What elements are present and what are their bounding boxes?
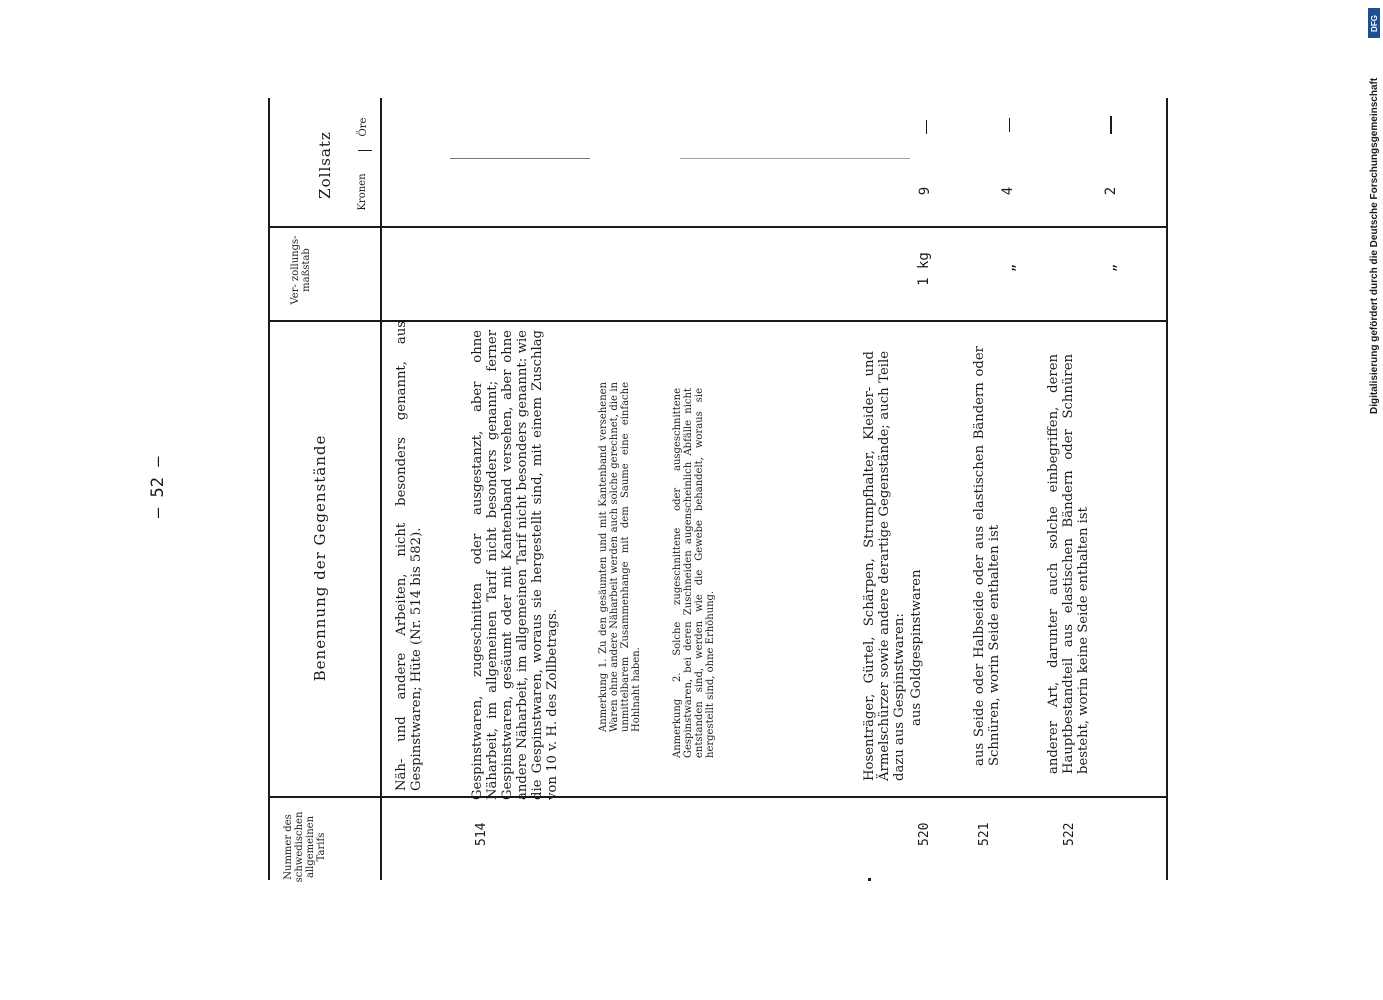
header-oere: Öre [358,117,369,137]
table-rule-header [380,98,382,880]
oere-521 [1009,118,1010,132]
tariff-nr-522: 522 [1062,822,1077,846]
table-rule-bottom [1166,98,1168,880]
oere-522 [1110,116,1112,134]
note-2: Anmerkung 2. Solche zugeschnittene oder ausgeschnittene Gespinstwaren, bei deren Zuschneiden augenscheinlich Abfälle nicht entstanden sind, werden wie die Gewebe behandelt, woraus sie hergestellt sind, ohne Erhöhung. [672,388,716,758]
leader-line [680,158,910,159]
header-verzollungsmassstab: Ver- zollungs- maßstab [290,235,312,305]
leader-line [450,158,590,159]
stray-mark [868,878,871,881]
zollsatz-subdivider [358,150,372,151]
massstab-521: „ [1002,263,1018,273]
oere-520 [926,120,927,134]
section-intro-1: Näh- und andere Arbeiten, nicht besonders genannt, aus Gespinstwaren; Hüte (Nr. 514 bis 582). [394,321,424,791]
section-intro-2: Hosenträger, Gürtel, Schärpen, Strumpfhalter, Kleider- und Ärmelschürzer sowie andere derartige Gegenstände; auch Teile dazu aus Gespinstwaren: [862,351,907,781]
column-separator-zollsatz [270,226,1167,228]
tariff-text-514: Gespinstwaren, zugeschnitten oder ausgestanzt, aber ohne Näharbeit, im allgemeinen Tarif nicht besonders genannt; ferner Gespinstwaren, gesäumt oder mit Kantenband versehen, aber ohne andere Näharbeit, im allgemeinen Tarif nicht besonders genannt: wie die Gespinstwaren, woraus sie hergestellt sind, mit einem Zuschlag von 10 v. H. des Zollbetrags. [470,330,560,800]
header-nummer: Nummer des schwedischen allgemeinen Tarifs [283,811,327,883]
massstab-520: 1 kg [916,252,932,286]
page-number: — 52 — [148,456,168,518]
tariff-nr-514: 514 [474,822,489,846]
kronen-521: 4 [1000,186,1016,196]
dfg-logo-text: DFG [1369,14,1379,32]
massstab-522: „ [1103,263,1119,273]
page-number-value: 52 [148,477,168,498]
header-benennung: Benennung der Gegenstände [311,434,329,682]
kronen-522: 2 [1103,186,1119,196]
header-zollsatz: Zollsatz [316,131,334,199]
digitization-credit: Digitalisierung gefördert durch die Deutsche Forschungsgemeinschaft [1369,77,1380,414]
tariff-nr-521: 521 [977,822,992,846]
tariff-text-520: aus Goldgespinstwaren [909,569,924,726]
header-kronen: Kronen [357,173,368,211]
tariff-text-522: anderer Art, darunter auch solche einbegriffen, deren Hauptbestandteil aus elastischen Bändern oder Schnüren besteht, worin keine Seide enthalten ist [1046,354,1091,774]
tariff-nr-520: 520 [917,822,932,846]
kronen-520: 9 [917,186,933,196]
note-1: Anmerkung 1. Zu den gesäumten und mit Kantenband versehenen Waren ohne andere Näharbeit werden auch solche gerechnet, die in unmittelbarem Zusammenhange mit dem Saume eine einfache Hohlnaht haben. [598,382,642,732]
column-separator-nr [270,796,1167,798]
table-rule-top [268,98,270,880]
tariff-text-521: aus Seide oder Halbseide oder aus elastischen Bändern oder Schnüren, worin Seide enthalten ist [972,346,1002,766]
